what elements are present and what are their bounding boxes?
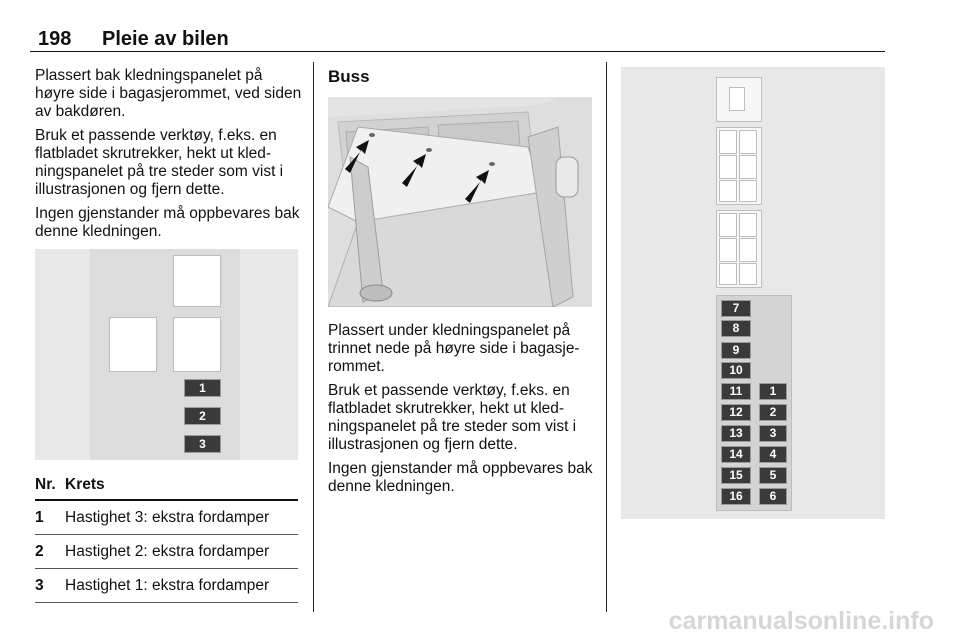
- page-title: Pleie av bilen: [102, 28, 229, 50]
- middle-column-text: [328, 322, 596, 502]
- relay-slot: [739, 263, 757, 285]
- fuse-4: 4: [759, 446, 787, 463]
- fuse-12: 12: [721, 404, 751, 421]
- fuse-16: 16: [721, 488, 751, 505]
- row-krets: Hastighet 1: ekstra fordamper: [65, 569, 298, 603]
- relay-slot: [739, 180, 757, 202]
- section-heading-buss: Buss: [328, 67, 370, 86]
- relay-slot: [719, 213, 737, 237]
- fuse-10: 10: [721, 362, 751, 379]
- relay-slot: [739, 213, 757, 237]
- column-divider-left: [313, 62, 314, 612]
- fuse-11: 11: [721, 383, 751, 400]
- relay-slot: [739, 238, 757, 262]
- relay-slot: [719, 238, 737, 262]
- fuse-6: 6: [759, 488, 787, 505]
- fuse-9: 9: [721, 342, 751, 359]
- paragraph-warning: Ingen gjenstander må oppbevares bak denne kledningen.: [35, 205, 300, 240]
- relay-slot: [739, 130, 757, 154]
- circuit-table: [35, 476, 298, 603]
- row-nr: 2: [35, 535, 65, 569]
- row-krets: Hastighet 2: ekstra fordamper: [65, 535, 298, 569]
- header-rule: [30, 51, 885, 52]
- page-header: [38, 28, 229, 51]
- paragraph-location: Plassert bak kledningspanelet på høyre side i bagasjerommet, ved siden av bakdøren.: [35, 67, 302, 120]
- fuse-14: 14: [721, 446, 751, 463]
- relay-slot-right: [173, 317, 221, 372]
- paragraph-location: Plassert under kledningspanelet på trinnet nede på høyre side i bagasje-rommet.: [328, 322, 580, 375]
- paragraph-warning: Ingen gjenstander må oppbevares bak denne kledningen.: [328, 460, 593, 495]
- row-nr: 1: [35, 500, 65, 535]
- relay-slot-left: [109, 317, 157, 372]
- column-divider-right: [606, 62, 607, 612]
- fuse-5: 5: [759, 467, 787, 484]
- table-row: [35, 500, 298, 535]
- relay-slot: [719, 180, 737, 202]
- row-nr: 3: [35, 569, 65, 603]
- fuse-15: 15: [721, 467, 751, 484]
- paragraph-instructions: Bruk et passende verktøy, f.eks. en flatbladet skrutrekker, hekt ut kled-ningspanelet på tre steder som vist i illustrasjonen og fjern dette.: [328, 382, 577, 453]
- table-row: [35, 569, 298, 603]
- table-header-row: [35, 476, 298, 500]
- left-column-text: [35, 67, 303, 247]
- fuse-2: 2: [759, 404, 787, 421]
- row-krets: Hastighet 3: ekstra fordamper: [65, 500, 298, 535]
- trunk-panel-illustration: [328, 97, 592, 307]
- fuse-13: 13: [721, 425, 751, 442]
- fuse-box-diagram-left: [35, 249, 298, 460]
- relay-slot: [719, 263, 737, 285]
- fuse-2: 2: [184, 407, 221, 425]
- page-number: 198: [38, 28, 72, 50]
- fuse-1: 1: [759, 383, 787, 400]
- fuse-3: 3: [759, 425, 787, 442]
- watermark: carmanualsonline.info: [668, 607, 934, 635]
- fuse-1: 1: [184, 379, 221, 397]
- column-header-krets: Krets: [65, 476, 298, 500]
- relay-slot: [719, 130, 737, 154]
- relay-slot: [719, 155, 737, 179]
- column-header-nr: Nr.: [35, 476, 65, 500]
- relay-slot: [729, 87, 745, 111]
- paragraph-instructions: Bruk et passende verktøy, f.eks. en flatbladet skrutrekker, hekt ut kled-ningspanelet på tre steder som vist i illustrasjonen og fjern dette.: [35, 127, 284, 198]
- fuse-8: 8: [721, 320, 751, 337]
- relay-slot-top: [173, 255, 221, 307]
- fuse-7: 7: [721, 300, 751, 317]
- fuse-3: 3: [184, 435, 221, 453]
- trunk-illustration: [328, 97, 592, 307]
- fuse-box-diagram-right: [621, 67, 885, 519]
- table-row: [35, 535, 298, 569]
- relay-slot: [739, 155, 757, 179]
